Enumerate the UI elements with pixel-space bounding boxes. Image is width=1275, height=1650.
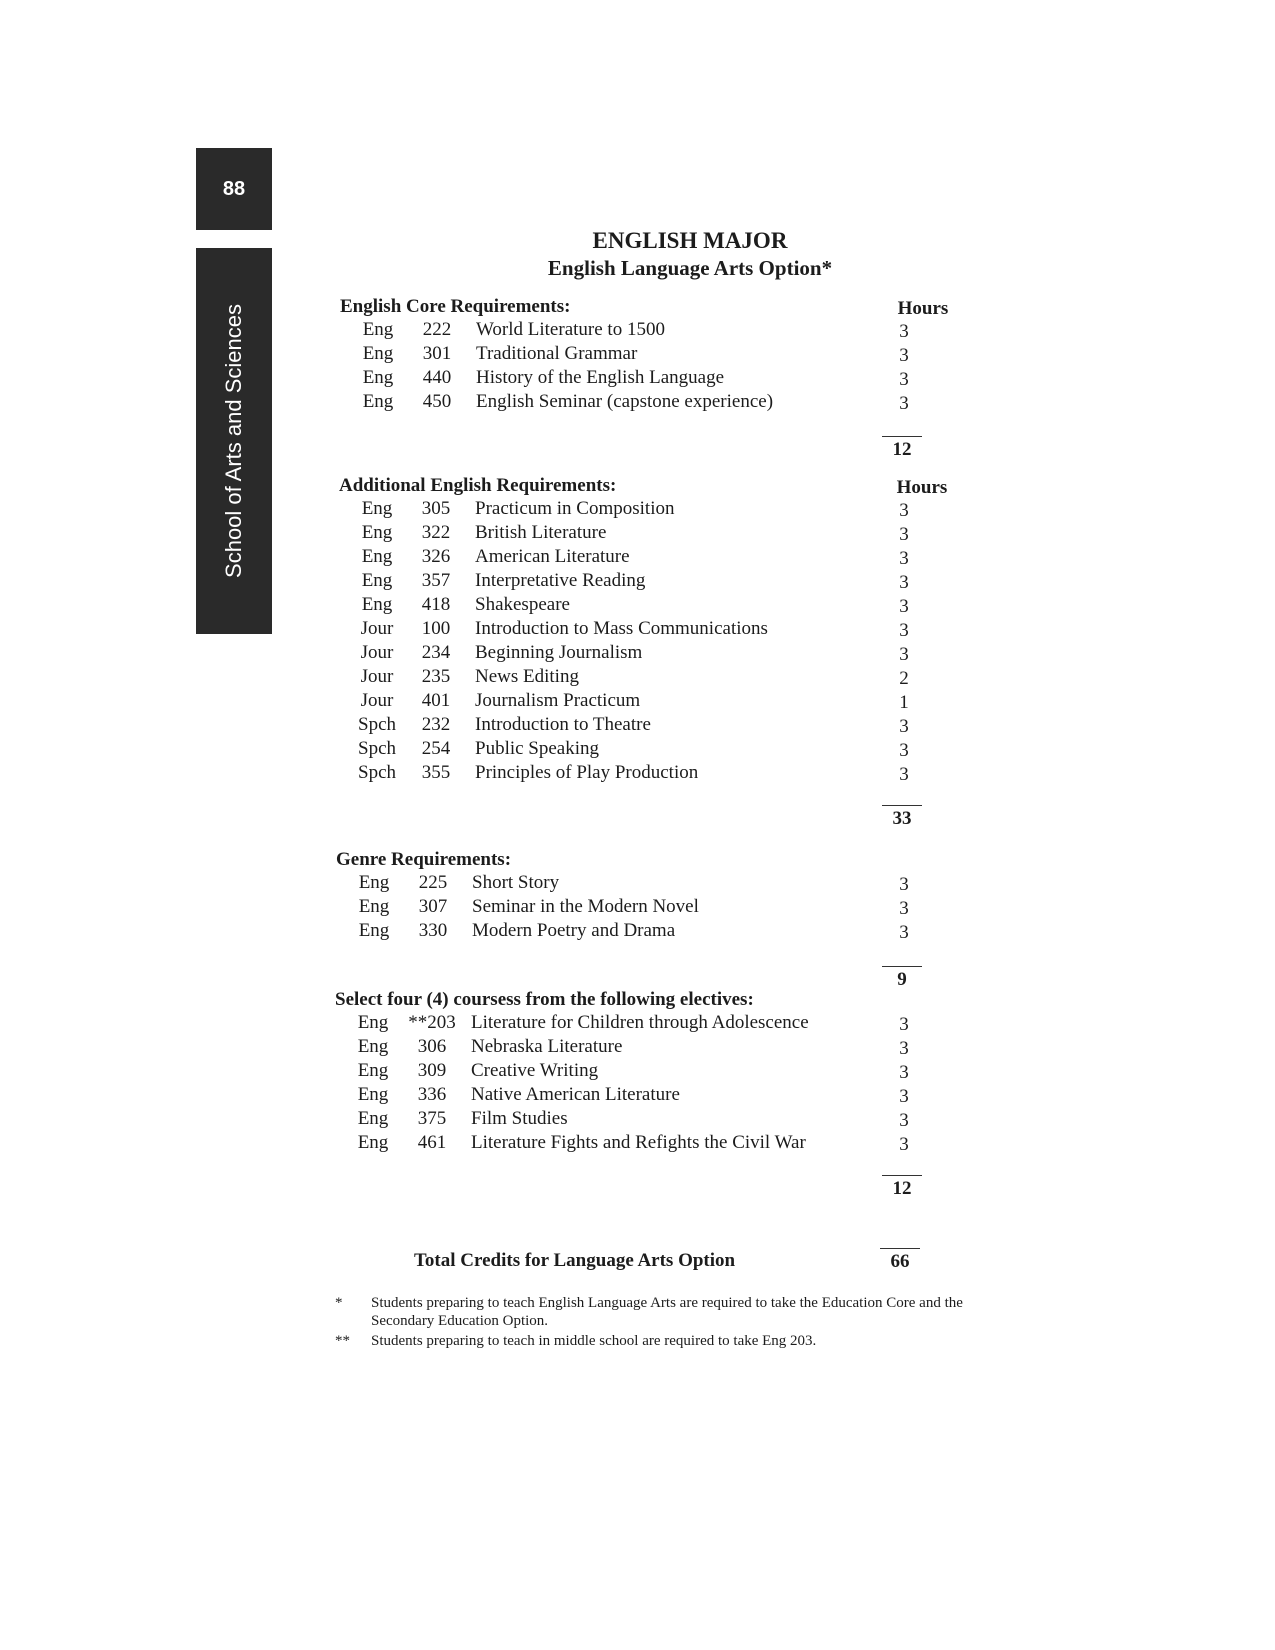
school-name: School of Arts and Sciences [221, 304, 246, 578]
course-title: Creative Writing [471, 1060, 599, 1081]
page-title: ENGLISH MAJOR [592, 228, 788, 253]
course-dept: Eng [357, 1132, 389, 1153]
course-title: Literature Fights and Refights the Civil War [471, 1132, 806, 1153]
course-title: Principles of Play Production [475, 762, 699, 783]
course-dept: Eng [361, 594, 393, 615]
course-title: Native American Literature [471, 1084, 680, 1105]
section-subtotal: 12 [882, 1175, 922, 1200]
footnote-text: Students preparing to teach English Language Arts are required to take the Education Core and the Secondary Education Option. [371, 1295, 963, 1329]
course-row [347, 570, 847, 594]
course-hours: 3 [899, 500, 909, 521]
course-number: 305 [421, 498, 451, 519]
course-hours: 3 [899, 321, 909, 342]
course-hours: 3 [899, 1134, 909, 1155]
course-number: 234 [421, 642, 451, 663]
course-hours: 3 [899, 345, 909, 366]
course-row [348, 319, 848, 343]
footnote [335, 1332, 1015, 1372]
course-number: 461 [417, 1132, 447, 1153]
course-row [343, 1060, 843, 1084]
course-number: 418 [421, 594, 451, 615]
section-heading: Genre Requirements: [336, 849, 512, 870]
course-title: Introduction to Mass Communications [475, 618, 768, 639]
course-dept: Spch [358, 714, 396, 735]
course-row [348, 343, 848, 367]
course-number: 326 [421, 546, 451, 567]
course-row [347, 618, 847, 642]
section-subtotal: 12 [882, 436, 922, 461]
course-dept: Eng [357, 1084, 389, 1105]
section-subtotal: 9 [882, 966, 922, 991]
course-row [344, 872, 844, 896]
course-hours: 2 [899, 668, 909, 689]
course-number: 235 [421, 666, 451, 687]
course-dept: Eng [361, 546, 393, 567]
course-dept: Jour [360, 618, 394, 639]
course-row [347, 642, 847, 666]
course-number: 357 [421, 570, 451, 591]
course-row [343, 1108, 843, 1132]
course-number: 225 [418, 872, 448, 893]
course-hours: 3 [899, 764, 909, 785]
course-hours: 3 [899, 1062, 909, 1083]
course-dept: Eng [358, 896, 390, 917]
course-dept: Jour [360, 666, 394, 687]
course-hours: 3 [899, 572, 909, 593]
course-title: American Literature [475, 546, 630, 567]
course-hours: 3 [899, 596, 909, 617]
course-row [347, 522, 847, 546]
course-dept: Jour [360, 642, 394, 663]
section-heading: Additional English Requirements: [339, 475, 617, 496]
course-title: Literature for Children through Adolescence [471, 1012, 809, 1033]
course-title: Introduction to Theatre [475, 714, 651, 735]
course-row [348, 367, 848, 391]
course-dept: Eng [357, 1036, 389, 1057]
course-row [347, 594, 847, 618]
course-title: Seminar in the Modern Novel [472, 896, 699, 917]
section-subtotal: 33 [882, 805, 922, 830]
course-number: 322 [421, 522, 451, 543]
course-title: Public Speaking [475, 738, 600, 759]
course-number: 254 [421, 738, 451, 759]
course-hours: 3 [899, 393, 909, 414]
course-dept: Eng [357, 1108, 389, 1129]
course-dept: Eng [357, 1012, 389, 1033]
course-title: Interpretative Reading [475, 570, 646, 591]
course-row [347, 546, 847, 570]
course-row [343, 1036, 843, 1060]
course-title: Traditional Grammar [476, 343, 638, 364]
course-hours: 3 [899, 369, 909, 390]
course-number: 222 [422, 319, 452, 340]
course-hours: 3 [899, 898, 909, 919]
total-label: Total Credits for Language Arts Option [414, 1250, 736, 1271]
course-title: Shakespeare [475, 594, 570, 615]
course-number: 375 [417, 1108, 447, 1129]
course-hours: 3 [899, 874, 909, 895]
course-dept: Eng [362, 343, 394, 364]
course-hours: 3 [899, 1014, 909, 1035]
course-dept: Spch [358, 738, 396, 759]
course-title: World Literature to 1500 [476, 319, 665, 340]
course-row [344, 896, 844, 920]
course-hours: 3 [899, 740, 909, 761]
course-title: Film Studies [471, 1108, 568, 1129]
course-title: Practicum in Composition [475, 498, 675, 519]
hours-header: Hours [896, 477, 948, 498]
course-title: English Seminar (capstone experience) [476, 391, 774, 412]
course-dept: Eng [358, 920, 390, 941]
course-number: 232 [421, 714, 451, 735]
course-number: 336 [417, 1084, 447, 1105]
course-hours: 3 [899, 1038, 909, 1059]
course-hours: 3 [899, 548, 909, 569]
course-dept: Eng [362, 391, 394, 412]
course-title: History of the English Language [476, 367, 725, 388]
course-row [343, 1132, 843, 1156]
course-title: Modern Poetry and Drama [472, 920, 676, 941]
course-dept: Spch [358, 762, 396, 783]
course-number: 307 [418, 896, 448, 917]
course-number: 100 [421, 618, 451, 639]
course-title: News Editing [475, 666, 579, 687]
course-row [343, 1084, 843, 1108]
course-number: 306 [417, 1036, 447, 1057]
course-dept: Eng [358, 872, 390, 893]
footnote-text: Students preparing to teach in middle school are required to take Eng 203. [371, 1333, 817, 1349]
course-row [347, 690, 847, 714]
course-number: 401 [421, 690, 451, 711]
page-subtitle: English Language Arts Option* [547, 256, 833, 280]
course-row [347, 738, 847, 762]
section-side-tab [196, 248, 272, 634]
course-dept: Jour [360, 690, 394, 711]
course-number: 309 [417, 1060, 447, 1081]
course-hours: 3 [899, 524, 909, 545]
footnote-marker: * [335, 1295, 343, 1311]
course-hours: 3 [899, 1110, 909, 1131]
course-dept: Eng [362, 367, 394, 388]
course-title: Beginning Journalism [475, 642, 643, 663]
course-title: Journalism Practicum [475, 690, 641, 711]
course-row [343, 1012, 843, 1036]
footnote [335, 1294, 1015, 1334]
hours-header: Hours [897, 298, 949, 319]
course-row [347, 666, 847, 690]
course-title: Nebraska Literature [471, 1036, 623, 1057]
course-row [348, 391, 848, 415]
course-title: Short Story [472, 872, 560, 893]
course-row [347, 714, 847, 738]
course-number: 440 [422, 367, 452, 388]
course-number: 450 [422, 391, 452, 412]
total-value: 66 [880, 1248, 920, 1273]
course-row [344, 920, 844, 944]
course-row [347, 762, 847, 786]
course-dept: Eng [361, 498, 393, 519]
course-dept: Eng [361, 522, 393, 543]
course-hours: 1 [899, 692, 909, 713]
section-heading: English Core Requirements: [340, 296, 571, 317]
course-number: 355 [421, 762, 451, 783]
course-hours: 3 [899, 620, 909, 641]
section-heading: Select four (4) coursess from the following electives: [335, 989, 754, 1010]
course-number: 301 [422, 343, 452, 364]
course-hours: 3 [899, 716, 909, 737]
course-hours: 3 [899, 922, 909, 943]
course-number: 330 [418, 920, 448, 941]
footnote-marker: ** [335, 1333, 350, 1349]
course-dept: Eng [357, 1060, 389, 1081]
course-title: British Literature [475, 522, 607, 543]
course-dept: Eng [361, 570, 393, 591]
course-hours: 3 [899, 644, 909, 665]
course-number: **203 [408, 1012, 456, 1033]
course-row [347, 498, 847, 522]
page-number: 88 [222, 177, 246, 200]
course-hours: 3 [899, 1086, 909, 1107]
page-number-tab [196, 148, 272, 230]
course-dept: Eng [362, 319, 394, 340]
